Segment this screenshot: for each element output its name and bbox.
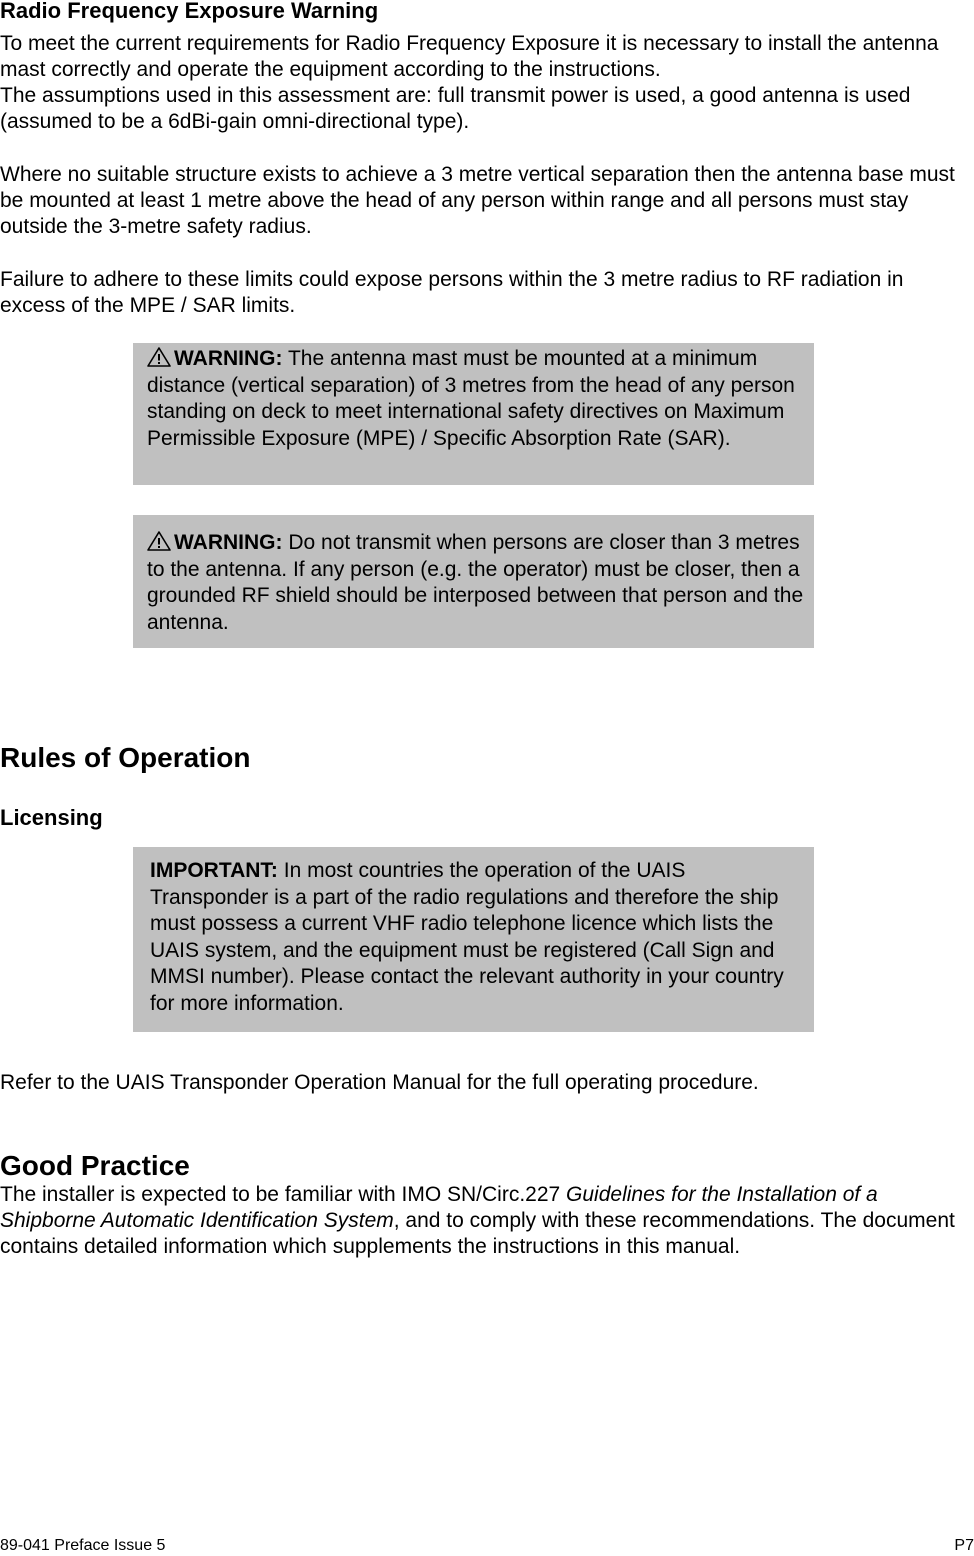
licensing-heading: Licensing [0, 805, 103, 830]
warning-triangle-icon [147, 531, 171, 551]
imo-guidelines-title: Guidelines for the Installation of a Shipborne Automatic Identification System [0, 1183, 878, 1232]
important-text: In most countries the operation of the UAIS Transponder is a part of the radio regulations and therefore the ship must possess a current VHF radio telephone licence which lists the UAIS system, and the equipment must be registered (Call Sign and MMSI number). Please contact the relevant authority in your country for more information. [150, 859, 784, 1015]
rf-intro-paragraph-2: The assumptions used in this assessment are: full transmit power is used, a good antenna is used (assumed to be a 6dBi-gain omni-directional type). [0, 84, 911, 133]
good-practice-text-start: The installer is expected to be familiar with IMO SN/Circ.227 [0, 1183, 567, 1206]
rf-exposure-heading: Radio Frequency Exposure Warning [0, 0, 379, 23]
good-practice-heading: Good Practice [0, 1150, 190, 1181]
warning-text: Do not transmit when persons are closer than 3 metres to the antenna. If any person (e.g. the operator) must be closer, then a grounded RF shield should be interposed between that person and the antenna. [147, 531, 804, 634]
footer-page-number: P7 [954, 1537, 974, 1554]
good-practice-paragraph [0, 1182, 966, 1260]
important-label: IMPORTANT: [150, 859, 278, 882]
footer-document-id: 89-041 Preface Issue 5 [0, 1537, 166, 1554]
warning-triangle-icon [147, 347, 171, 367]
warning-box-transmit-distance [133, 515, 814, 648]
warning-label: WARNING: [174, 531, 283, 554]
rules-of-operation-heading: Rules of Operation [0, 742, 251, 773]
operation-manual-reference: Refer to the UAIS Transponder Operation Manual for the full operating procedure. [0, 1071, 759, 1094]
rf-intro-paragraph-1: To meet the current requirements for Radio Frequency Exposure it is necessary to install the antenna mast correctly and operate the equipment according to the instructions. [0, 32, 939, 81]
rf-exposure-intro [0, 31, 966, 135]
important-box-licensing [133, 847, 814, 1032]
warning-box-mast-distance [133, 343, 814, 485]
warning-text: The antenna mast must be mounted at a minimum distance (vertical separation) of 3 metres from the head of any person standing on deck to meet international safety directives on Maximum Permissible Exposure (MPE) / Specific Absorption Rate (SAR). [147, 347, 795, 450]
rf-failure-paragraph: Failure to adhere to these limits could expose persons within the 3 metre radius to RF radiation in excess of the MPE / SAR limits. [0, 268, 904, 317]
rf-structure-paragraph: Where no suitable structure exists to achieve a 3 metre vertical separation then the antenna base must be mounted at least 1 metre above the head of any person within range and all persons must stay outside the 3-metre safety radius. [0, 163, 955, 238]
good-practice-text-end: , and to comply with these recommendations. The document contains detailed information which supplements the instructions in this manual. [0, 1209, 955, 1258]
warning-label: WARNING: [174, 347, 283, 370]
